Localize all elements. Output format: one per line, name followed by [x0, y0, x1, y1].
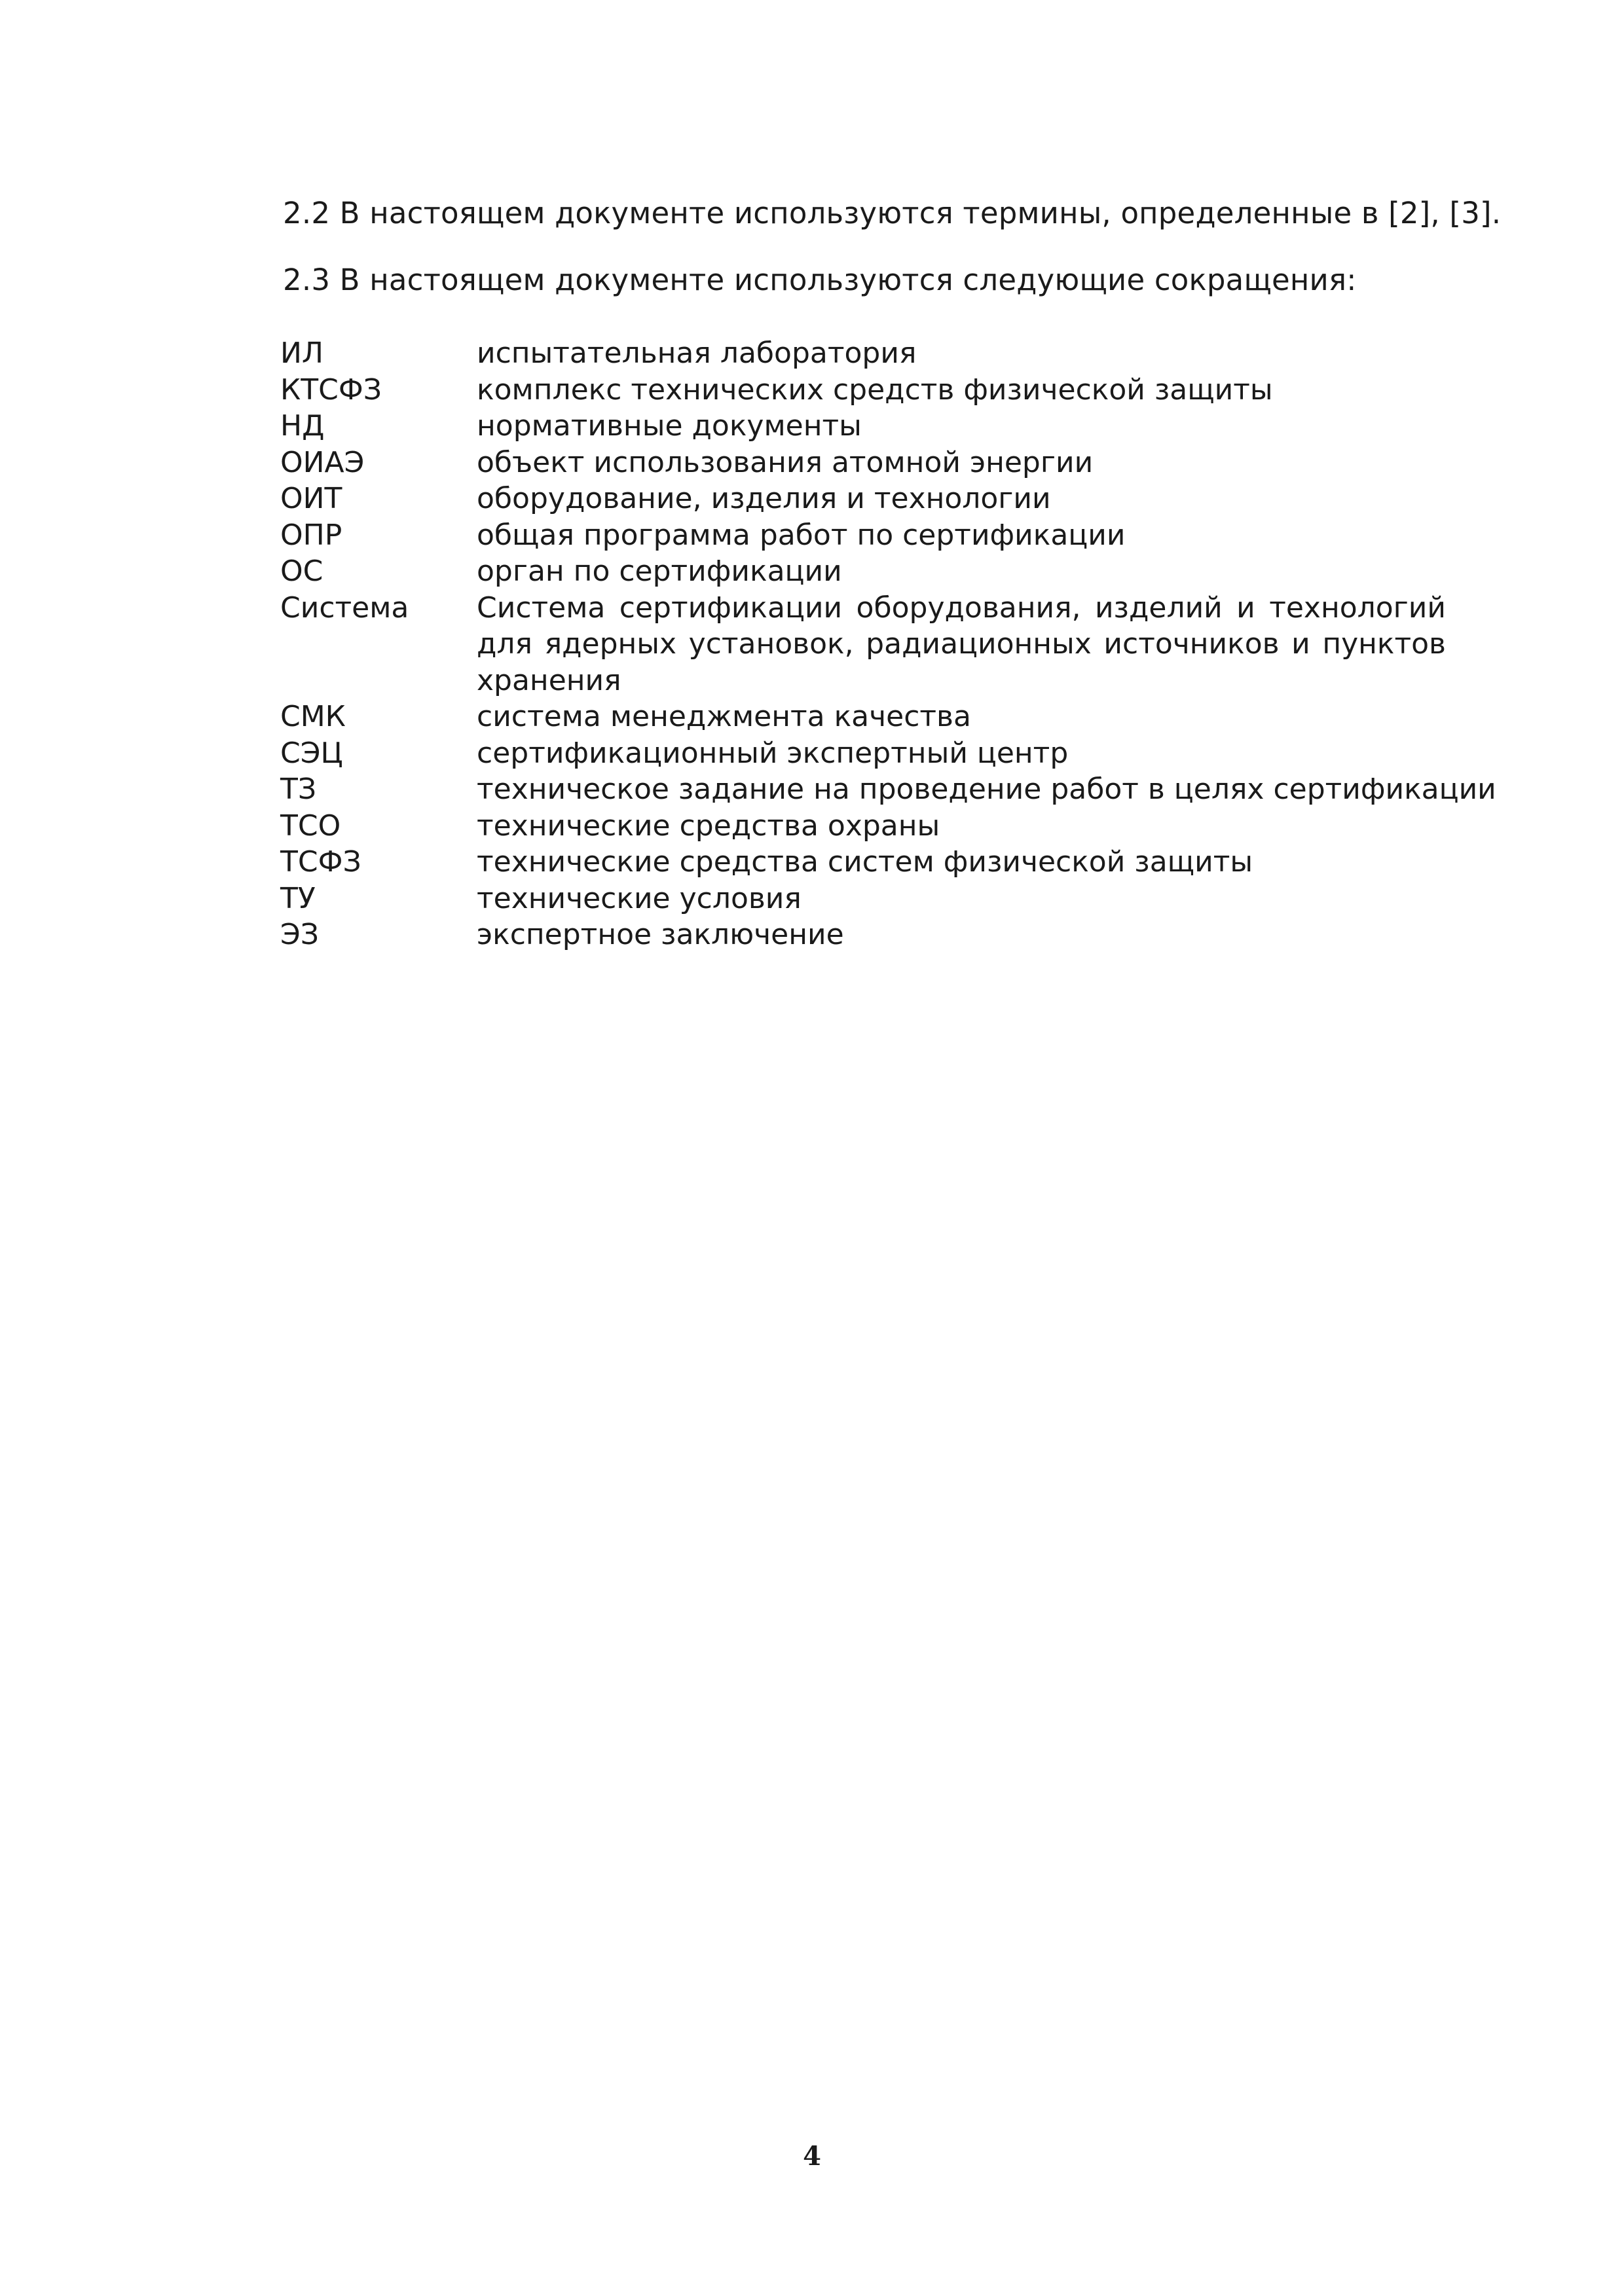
abbreviation-term: ТЗ: [280, 773, 317, 806]
abbreviation-definition: технические средства систем физической защиты: [477, 845, 1253, 879]
abbreviation-term: ОПР: [280, 518, 342, 552]
abbreviation-definition: орган по сертификации: [477, 555, 842, 588]
paragraph-2-3: 2.3 В настоящем документе используются следующие сокращения:: [283, 263, 1357, 297]
abbreviation-definition: сертификационный экспертный центр: [477, 736, 1069, 770]
abbreviation-row: [280, 735, 1446, 772]
abbreviation-row: [280, 771, 1496, 808]
abbreviation-term: ЭЗ: [280, 918, 319, 951]
abbreviation-term: ОИТ: [280, 482, 342, 515]
abbreviation-term: СЭЦ: [280, 736, 343, 770]
abbreviation-definition: технические условия: [477, 881, 802, 915]
abbreviation-term: СМК: [280, 700, 346, 733]
abbreviation-term: НД: [280, 409, 325, 443]
abbreviation-definition: техническое задание на проведение работ в целях сертификации: [477, 773, 1496, 806]
abbreviation-row: [280, 445, 1446, 481]
abbreviation-row: [280, 372, 1446, 409]
abbreviation-row: [280, 517, 1446, 554]
abbreviation-term: Система: [280, 591, 409, 625]
abbreviation-definition: экспертное заключение: [477, 918, 844, 951]
paragraph-2-2: 2.2 В настоящем документе используются термины, определенные в [2], [3].: [283, 196, 1502, 230]
abbreviation-row: [280, 481, 1446, 517]
abbreviation-row: [280, 881, 1446, 917]
abbreviation-term: ТУ: [280, 881, 316, 915]
abbreviation-list: [280, 335, 1496, 953]
abbreviation-definition: Система сертификации оборудования, изделий и технологий для ядерных установок, радиационных источников и пунктов хранения: [477, 591, 1446, 697]
abbreviation-row: [280, 553, 1446, 590]
abbreviation-row: [280, 408, 1446, 445]
abbreviation-row: [280, 808, 1446, 845]
abbreviation-term: ОС: [280, 555, 323, 588]
abbreviation-definition: технические средства охраны: [477, 809, 940, 843]
abbreviation-row: [280, 335, 1446, 372]
abbreviation-definition: общая программа работ по сертификации: [477, 518, 1126, 552]
abbreviation-row: [280, 917, 1446, 953]
abbreviation-definition: объект использования атомной энергии: [477, 445, 1094, 479]
page-number: 4: [803, 2141, 821, 2172]
abbreviation-row: [280, 844, 1446, 881]
abbreviation-term: ОИАЭ: [280, 445, 365, 479]
abbreviation-row: [280, 699, 1446, 735]
abbreviation-definition: система менеджмента качества: [477, 700, 971, 733]
abbreviation-definition: испытательная лаборатория: [477, 337, 917, 370]
abbreviation-definition: нормативные документы: [477, 409, 862, 443]
abbreviation-row: [280, 590, 1446, 699]
abbreviation-term: КТСФЗ: [280, 373, 382, 407]
abbreviation-definition: комплекс технических средств физической защиты: [477, 373, 1273, 407]
abbreviation-term: ТСФЗ: [280, 845, 361, 879]
abbreviation-term: ТСО: [280, 809, 341, 843]
abbreviation-definition: оборудование, изделия и технологии: [477, 482, 1051, 515]
abbreviation-term: ИЛ: [280, 337, 323, 370]
